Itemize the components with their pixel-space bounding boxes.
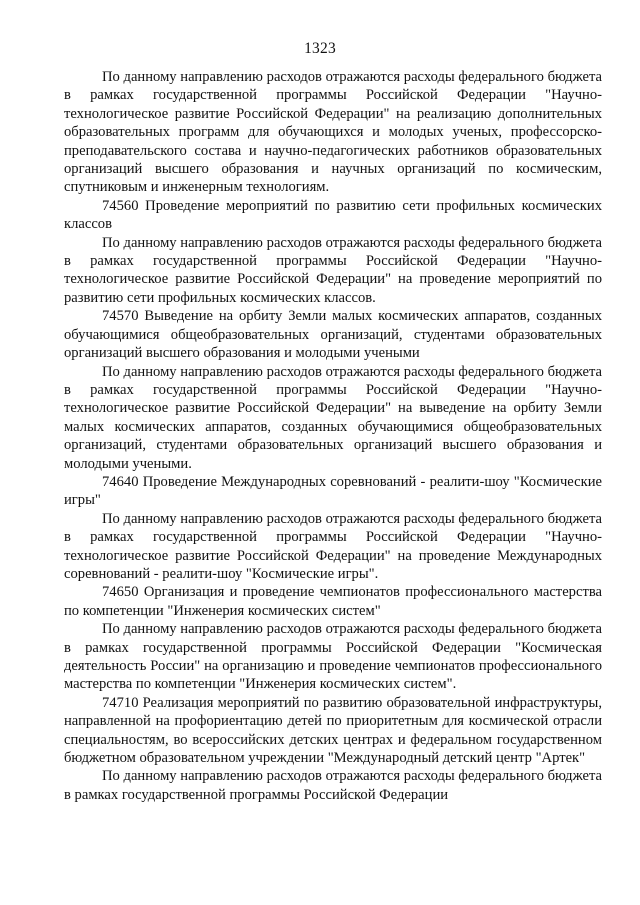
paragraph-body: По данному направлению расходов отражаются расходы федерального бюджета в рамках государственной программы Российской Федерации "Научно-технологическое развитие Российской Федерации" на выведение на орбиту Земли малых космических аппаратов, созданных обучающимися общеобразовательных организаций, студентами образовательных организаций высшего образования и молодыми учеными. [64,363,602,472]
paragraph-body: По данному направлению расходов отражаются расходы федерального бюджета в рамках государственной программы Российской Федерации [64,768,602,803]
page-number: 1323 [304,40,336,57]
paragraph-heading-74710: 74710 Реализация мероприятий по развитию образовательной инфраструктуры, направленной на профориентацию детей по приоритетным для космической отрасли специальностям, во всероссийских детских центрах и федеральном государственном бюджетном образовательном учреждении "Международный детский центр "Артек" [64,694,602,767]
paragraph-heading-74560: 74560 Проведение мероприятий по развитию сети профильных космических классов [64,197,602,233]
paragraph-heading-74640: 74640 Проведение Международных соревнований - реалити-шоу "Космические игры" [64,473,602,509]
paragraph-body: По данному направлению расходов отражаются расходы федерального бюджета в рамках государственной программы Российской Федерации "Научно-технологическое развитие Российской Федерации" на реализацию дополнительных образовательных программ для обучающихся и молодых ученых, профессорско-преподавательского состава и научно-педагогических работников образовательных организаций высшего образования и научных организаций по космическим, спутниковым и инженерным технологиям. [64,69,602,196]
paragraph-heading-74570: 74570 Выведение на орбиту Земли малых космических аппаратов, созданных обучающимися общеобразовательных организаций, студентами образовательных организаций высшего образования и молодыми учеными [64,308,602,362]
paragraph-body: По данному направлению расходов отражаются расходы федерального бюджета в рамках государственной программы Российской Федерации "Научно-технологическое развитие Российской Федерации" на проведение мероприятий по развитию сети профильных космических классов. [64,234,602,306]
paragraph-body: По данному направлению расходов отражаются расходы федерального бюджета в рамках государственной программы Российской Федерации "Научно-технологическое развитие Российской Федерации" на проведение Международных соревнований - реалити-шоу "Космические игры". [64,510,602,582]
paragraph-body: По данному направлению расходов отражаются расходы федерального бюджета в рамках государственной программы Российской Федерации "Космическая деятельность России" на организацию и проведение чемпионатов профессионального мастерства по компетенции "Инженерия космических систем". [64,621,602,693]
paragraph-heading-74650: 74650 Организация и проведение чемпионатов профессионального мастерства по компетенции "Инженерия космических систем" [64,584,602,619]
document-body [64,68,602,804]
